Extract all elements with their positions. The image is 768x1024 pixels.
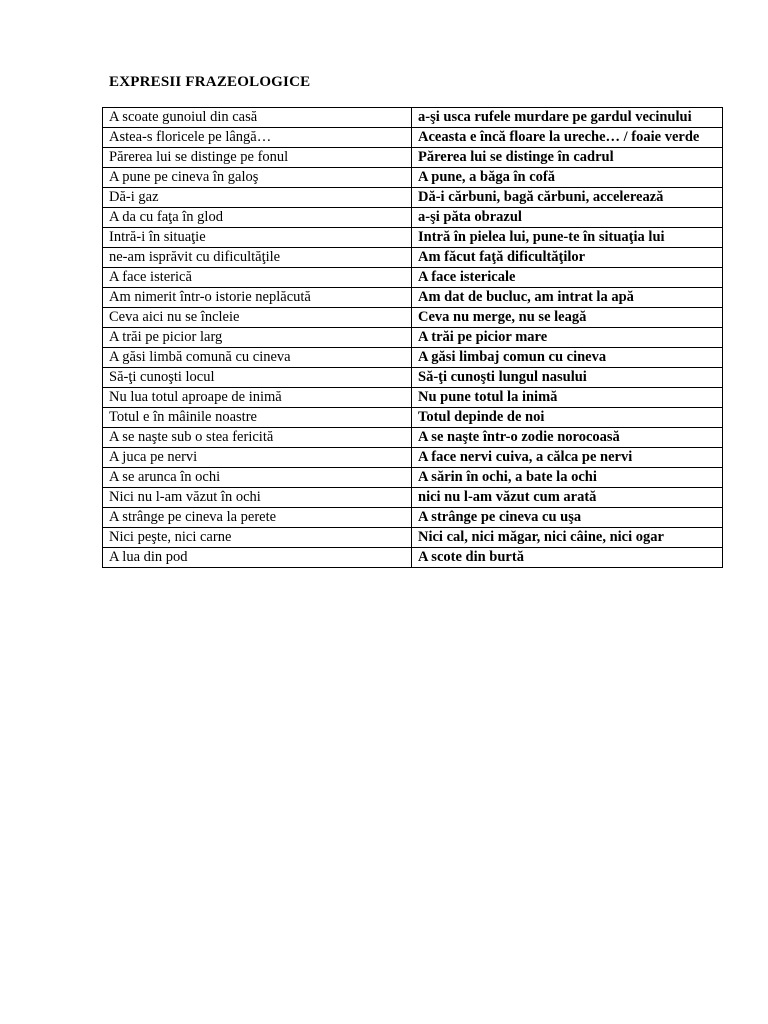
expression-correct: A trăi pe picior mare <box>412 328 723 348</box>
expression-correct: A sărin în ochi, a bate la ochi <box>412 468 723 488</box>
table-row <box>103 208 723 228</box>
expression-original: Să-ţi cunoşti locul <box>103 368 412 388</box>
expression-correct: nici nu l-am văzut cum arată <box>412 488 723 508</box>
expression-original: A juca pe nervi <box>103 448 412 468</box>
expression-original: Nici peşte, nici carne <box>103 528 412 548</box>
expression-correct: A pune, a băga în cofă <box>412 168 723 188</box>
table-row <box>103 408 723 428</box>
expression-original: A da cu faţa în glod <box>103 208 412 228</box>
expression-original: A găsi limbă comună cu cineva <box>103 348 412 368</box>
expression-original: Dă-i gaz <box>103 188 412 208</box>
expression-correct: Intră în pielea lui, pune-te în situaţia lui <box>412 228 723 248</box>
table-row <box>103 348 723 368</box>
expression-original: A scoate gunoiul din casă <box>103 108 412 128</box>
expression-original: Nu lua totul aproape de inimă <box>103 388 412 408</box>
expression-original: Părerea lui se distinge pe fonul <box>103 148 412 168</box>
table-row <box>103 388 723 408</box>
expression-correct: a-şi usca rufele murdare pe gardul vecinului <box>412 108 723 128</box>
expression-correct: Dă-i cărbuni, bagă cărbuni, accelerează <box>412 188 723 208</box>
expression-original: A pune pe cineva în galoş <box>103 168 412 188</box>
table-row <box>103 328 723 348</box>
page-title: EXPRESII FRAZEOLOGICE <box>109 74 311 90</box>
table-row <box>103 248 723 268</box>
expression-correct: Nici cal, nici măgar, nici câine, nici ogar <box>412 528 723 548</box>
expressions-table <box>102 107 723 568</box>
expression-original: Ceva aici nu se încleie <box>103 308 412 328</box>
expression-correct: Ceva nu merge, nu se leagă <box>412 308 723 328</box>
expression-original: Nici nu l-am văzut în ochi <box>103 488 412 508</box>
table-row <box>103 128 723 148</box>
expression-correct: A se naşte într-o zodie norocoasă <box>412 428 723 448</box>
expression-correct: Să-ţi cunoşti lungul nasului <box>412 368 723 388</box>
expression-correct: a-şi păta obrazul <box>412 208 723 228</box>
table-row <box>103 168 723 188</box>
expression-correct: A găsi limbaj comun cu cineva <box>412 348 723 368</box>
expression-original: A trăi pe picior larg <box>103 328 412 348</box>
table-row <box>103 288 723 308</box>
table-row <box>103 548 723 568</box>
expression-correct: A face nervi cuiva, a călca pe nervi <box>412 448 723 468</box>
expression-correct: Părerea lui se distinge în cadrul <box>412 148 723 168</box>
table-row <box>103 508 723 528</box>
expressions-table-body <box>103 108 723 568</box>
table-row <box>103 428 723 448</box>
table-row <box>103 468 723 488</box>
table-row <box>103 448 723 468</box>
expression-original: A strânge pe cineva la perete <box>103 508 412 528</box>
expression-correct: A scote din burtă <box>412 548 723 568</box>
table-row <box>103 188 723 208</box>
expression-correct: Nu pune totul la inimă <box>412 388 723 408</box>
table-row <box>103 528 723 548</box>
expression-original: A se arunca în ochi <box>103 468 412 488</box>
expression-correct: Am dat de bucluc, am intrat la apă <box>412 288 723 308</box>
table-row <box>103 108 723 128</box>
table-row <box>103 488 723 508</box>
expression-correct: A face istericale <box>412 268 723 288</box>
expression-correct: Aceasta e încă floare la ureche… / foaie verde <box>412 128 723 148</box>
expression-original: Intră-i în situaţie <box>103 228 412 248</box>
expression-correct: Am făcut faţă dificultăţilor <box>412 248 723 268</box>
table-row <box>103 368 723 388</box>
expression-original: A lua din pod <box>103 548 412 568</box>
expression-original: A face isterică <box>103 268 412 288</box>
expression-original: A se naşte sub o stea fericită <box>103 428 412 448</box>
table-row <box>103 268 723 288</box>
table-row <box>103 228 723 248</box>
expression-original: ne-am isprăvit cu dificultăţile <box>103 248 412 268</box>
expression-correct: A strânge pe cineva cu uşa <box>412 508 723 528</box>
expression-original: Totul e în mâinile noastre <box>103 408 412 428</box>
expression-original: Astea-s floricele pe lângă… <box>103 128 412 148</box>
expression-correct: Totul depinde de noi <box>412 408 723 428</box>
table-row <box>103 148 723 168</box>
expression-original: Am nimerit într-o istorie neplăcută <box>103 288 412 308</box>
table-row <box>103 308 723 328</box>
